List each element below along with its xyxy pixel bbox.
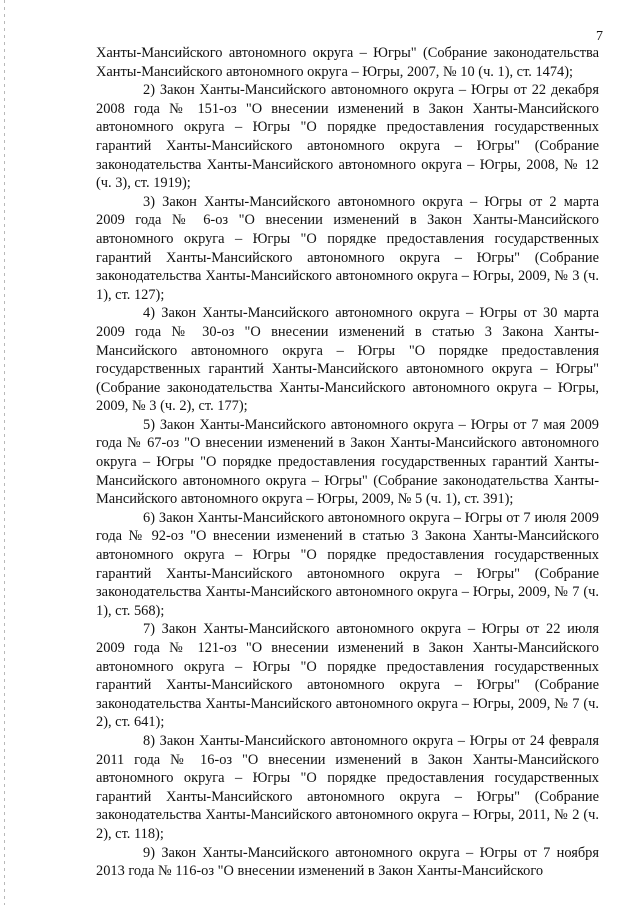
- list-item-2: 2) Закон Ханты-Мансийского автономного округа – Югры от 22 декабря 2008 года № 151-оз "О внесении изменений в Закон Ханты-Мансийского автономного округа – Югры "О порядке предоставления государственных гарантий Ханты-Мансийского автономного округа – Югры" (Собрание законодательства Ханты-Мансийского автономного округа – Югры, 2008, № 12 (ч. 3), ст. 1919);: [96, 82, 599, 192]
- list-item-8: 8) Закон Ханты-Мансийского автономного округа – Югры от 24 февраля 2011 года № 16-оз "О внесении изменений в Закон Ханты-Мансийского автономного округа – Югры "О порядке предоставления государственных гарантий Ханты-Мансийского автономного округа – Югры" (Собрание законодательства Ханты-Мансийского автономного округа – Югры, 2011, № 2 (ч. 2), ст. 118);: [96, 732, 599, 842]
- page-number: 7: [596, 29, 603, 44]
- list-item-3: 3) Закон Ханты-Мансийского автономного округа – Югры от 2 марта 2009 года № 6-оз "О внесении изменений в Закон Ханты-Мансийского автономного округа – Югры "О порядке предоставления государственных гарантий Ханты-Мансийского автономного округа – Югры" (Собрание законодательства Ханты-Мансийского автономного округа – Югры, 2009, № 3 (ч. 1), ст. 127);: [96, 193, 599, 303]
- list-item-4: 4) Закон Ханты-Мансийского автономного округа – Югры от 30 марта 2009 года № 30-оз "О внесении изменений в статью 3 Закона Ханты-Мансийского автономного округа – Югры "О порядке предоставления государственных гарантий Ханты-Мансийского автономного округа – Югры" (Собрание законодательства Ханты-Мансийского автономного округа – Югры, 2009, № 3 (ч. 2), ст. 177);: [96, 305, 599, 415]
- paragraph-continuation: Ханты-Мансийского автономного округа – Югры" (Собрание законодательства Ханты-Мансийского автономного округа – Югры, 2007, № 10 (ч. 1), ст. 1474);: [96, 45, 599, 80]
- list-item-5: 5) Закон Ханты-Мансийского автономного округа – Югры от 7 мая 2009 года № 67-оз "О внесении изменений в Закон Ханты-Мансийского автономного округа – Югры "О порядке предоставления государственных гарантий Ханты-Мансийского автономного округа – Югры" (Собрание законодательства Ханты-Мансийского автономного округа – Югры, 2009, № 5 (ч. 1), ст. 391);: [96, 416, 599, 508]
- document-body: [96, 44, 599, 881]
- binding-edge-line: [4, 0, 5, 905]
- list-item-6: 6) Закон Ханты-Мансийского автономного округа – Югры от 7 июля 2009 года № 92-оз "О внесении изменений в статью 3 Закона Ханты-Мансийского автономного округа – Югры "О порядке предоставления государственных гарантий Ханты-Мансийского автономного округа – Югры" (Собрание законодательства Ханты-Мансийского автономного округа – Югры, 2009, № 7 (ч. 1), ст. 568);: [96, 509, 599, 619]
- list-item-7: 7) Закон Ханты-Мансийского автономного округа – Югры от 22 июля 2009 года № 121-оз "О внесении изменений в Закон Ханты-Мансийского автономного округа – Югры "О порядке предоставления государственных гарантий Ханты-Мансийского автономного округа – Югры" (Собрание законодательства Ханты-Мансийского автономного округа – Югры, 2009, № 7 (ч. 2), ст. 641);: [96, 621, 599, 731]
- list-item-9: 9) Закон Ханты-Мансийского автономного округа – Югры от 7 ноября 2013 года № 116-оз "О внесении изменений в Закон Ханты-Мансийского: [96, 844, 599, 880]
